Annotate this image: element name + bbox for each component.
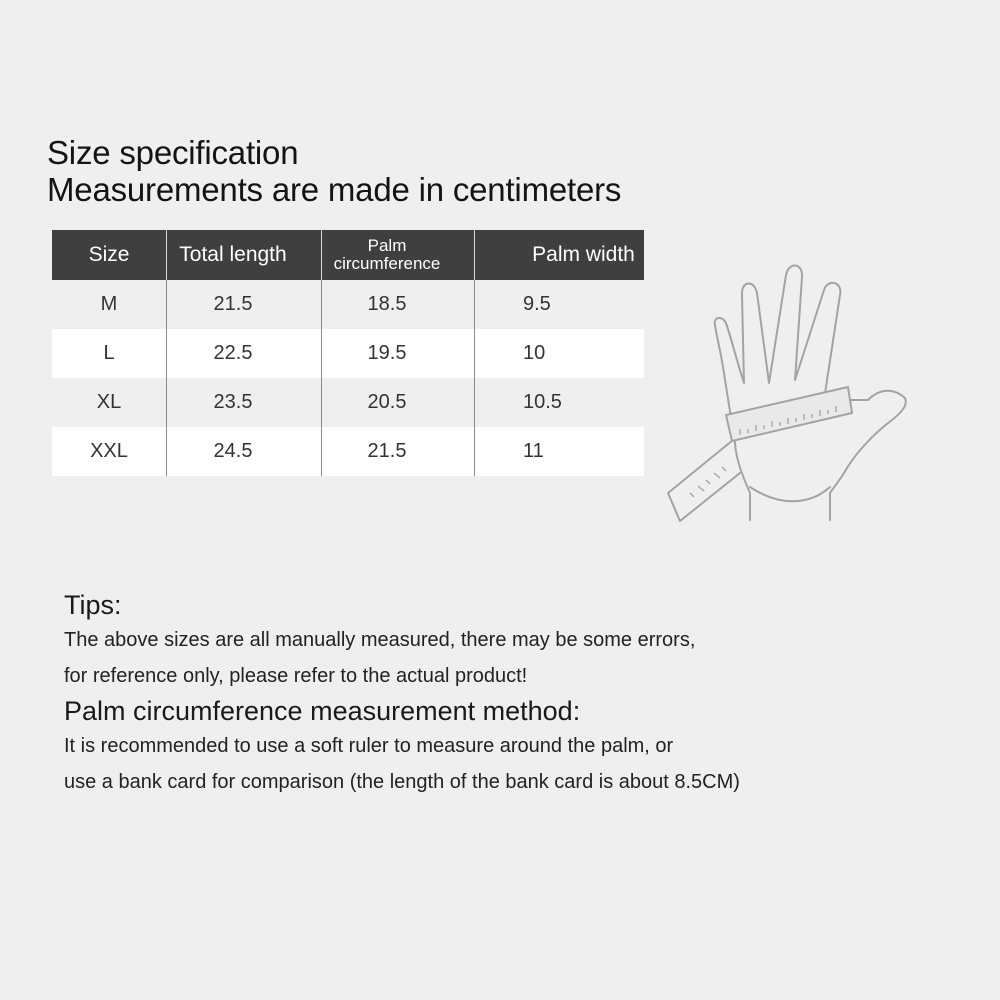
- cell-palm-circumference: 21.5: [322, 427, 475, 476]
- header-total-length: Total length: [167, 230, 322, 280]
- tips-title: Tips:: [64, 590, 122, 620]
- table-row: [52, 329, 644, 378]
- tips-text-line: for reference only, please refer to the actual product!: [64, 665, 528, 687]
- cell-palm-width: 10.5: [475, 378, 645, 427]
- header-palm-circumference-label: Palm circumference: [333, 236, 441, 273]
- cell-total-length: 23.5: [167, 378, 322, 427]
- tips-section: [64, 588, 964, 800]
- cell-palm-width: 9.5: [475, 280, 645, 329]
- heading-subtitle: Measurements are made in centimeters: [47, 171, 622, 208]
- header-size: Size: [52, 230, 167, 280]
- heading-title: Size specification: [47, 134, 299, 171]
- cell-size: L: [52, 329, 167, 378]
- header-palm-width: Palm width: [475, 230, 645, 280]
- hand-with-measuring-tape-icon: [650, 255, 920, 540]
- cell-palm-width: 10: [475, 329, 645, 378]
- method-text-line: use a bank card for comparison (the length of the bank card is about 8.5CM): [64, 771, 740, 793]
- method-title: Palm circumference measurement method:: [64, 696, 581, 726]
- table-row: [52, 378, 644, 427]
- method-text-line: It is recommended to use a soft ruler to measure around the palm, or: [64, 735, 674, 757]
- cell-size: M: [52, 280, 167, 329]
- size-table: [52, 230, 644, 476]
- cell-total-length: 21.5: [167, 280, 322, 329]
- table-header-row: [52, 230, 644, 280]
- cell-palm-circumference: 19.5: [322, 329, 475, 378]
- table-row: [52, 427, 644, 476]
- tips-text-line: The above sizes are all manually measured, there may be some errors,: [64, 629, 696, 651]
- header-palm-circumference: [322, 230, 475, 280]
- cell-total-length: 22.5: [167, 329, 322, 378]
- table-row: [52, 280, 644, 329]
- cell-palm-circumference: 18.5: [322, 280, 475, 329]
- cell-size: XXL: [52, 427, 167, 476]
- cell-size: XL: [52, 378, 167, 427]
- cell-total-length: 24.5: [167, 427, 322, 476]
- cell-palm-width: 11: [475, 427, 645, 476]
- cell-palm-circumference: 20.5: [322, 378, 475, 427]
- page-heading: [47, 134, 621, 208]
